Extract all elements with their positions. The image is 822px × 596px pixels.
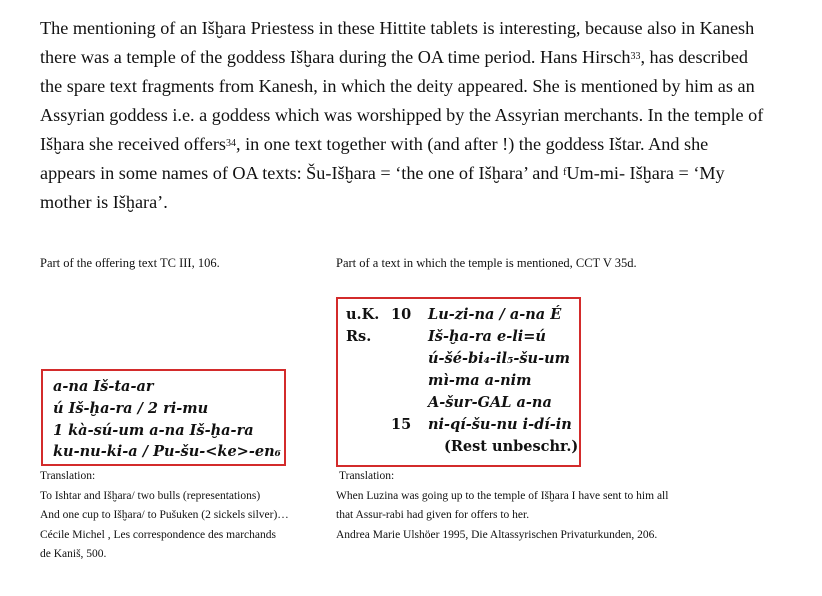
citation-line: Cécile Michel , Les correspondence des marchands — [40, 528, 276, 541]
paragraph-line — [40, 101, 800, 130]
translation-line: that Assur-rabi had given for offers to her. — [336, 509, 530, 521]
paragraph-line — [40, 159, 800, 188]
translation-line: When Luzina was going up to the temple of Išḫara I have sent to him all — [336, 489, 669, 502]
transliteration-text: ni-qí-šu-nu i-dí-in — [428, 416, 572, 433]
line-text: there was a temple of the goddess Išḫara during the OA time period. Hans Hirsch — [40, 47, 631, 67]
left-translation — [40, 467, 289, 565]
transliteration-row — [338, 372, 579, 394]
transliteration-row — [338, 394, 579, 416]
line-text: the spare text fragments from Kanesh, in which the deity appeared. She is mentioned by him as an — [40, 76, 755, 96]
transliteration-row — [338, 328, 579, 350]
transliteration-line: ú Iš-ḫa-ra / 2 ri-mu — [53, 400, 209, 417]
transliteration-line: ku-nu-ki-a / Pu-šu-<ke>-en₆ — [53, 443, 281, 460]
transliteration-line: a-na Iš-ta-ar — [53, 378, 154, 395]
line-text: Um-mi- Išḫara = ‘My — [566, 163, 725, 183]
paragraph-line — [40, 72, 800, 101]
citation-line: Andrea Marie Ulshöer 1995, Die Altassyrischen Privaturkunden, 206. — [336, 528, 658, 541]
left-caption: Part of the offering text TC III, 106. — [40, 256, 220, 270]
paragraph-line — [40, 43, 800, 72]
transliteration-note: (Rest unbeschr.) — [444, 438, 579, 455]
line-number: 15 — [391, 416, 412, 433]
left-transliteration-box — [41, 369, 286, 466]
paragraph-line — [40, 188, 800, 217]
translation-line: And one cup to Išḫara/ to Pušuken (2 sickels silver)… — [40, 509, 289, 521]
translation-label: Translation: — [339, 470, 395, 482]
transliteration-text: Lu-zi-na / a-na É — [428, 306, 562, 323]
line-text: mother is Išḫara’. — [40, 192, 168, 212]
citation-line: de Kaniš, 500. — [40, 548, 107, 560]
transliteration-row — [338, 438, 579, 460]
transliteration-text: mì-ma a-nim — [428, 372, 532, 389]
footnote-ref-33[interactable]: 33 — [630, 51, 641, 62]
translation-line: To Ishtar and Išḫara/ two bulls (representations) — [40, 489, 261, 502]
tablet-side-label: u.K. — [346, 306, 380, 323]
line-text: Išḫara she received offers — [40, 134, 226, 154]
translation-label: Translation: — [40, 470, 96, 482]
body-paragraph — [40, 14, 800, 217]
line-text: , in one text together with (and after !) the goddess Ištar. And she — [236, 134, 709, 154]
transliteration-line: 1 kà-sú-um a-na Iš-ḫa-ra — [53, 422, 254, 439]
line-text: The mentioning of an Išḫara Priestess in these Hittite tablets is interesting, because also in Kanesh — [40, 18, 755, 38]
right-translation — [336, 467, 668, 545]
footnote-ref-34[interactable]: 34 — [226, 138, 236, 149]
transliteration-text: ú-šé-bi₄-il₅-šu-um — [428, 350, 570, 367]
paragraph-line — [40, 14, 800, 43]
transliteration-row — [338, 416, 579, 438]
transliteration-text: Iš-ḫa-ra e-li=ú — [428, 328, 546, 345]
line-text: Assyrian goddess i.e. a goddess which was worshipped by the Assyrian merchants. In the temple of — [40, 105, 764, 125]
line-text: appears in some names of OA texts: Šu-Išḫara = ‘the one of Išḫara’ and — [40, 163, 564, 183]
line-number: 10 — [391, 306, 412, 323]
right-transliteration-box — [336, 297, 581, 467]
right-caption: Part of a text in which the temple is mentioned, CCT V 35d. — [336, 256, 637, 270]
determinative-f: f — [563, 167, 567, 178]
transliteration-row — [338, 350, 579, 372]
line-text: , has described — [640, 47, 749, 67]
transliteration-row — [338, 306, 579, 328]
tablet-side-label: Rs. — [346, 328, 372, 345]
paragraph-line — [40, 130, 800, 159]
transliteration-text: A-šur-GAL a-na — [428, 394, 552, 411]
